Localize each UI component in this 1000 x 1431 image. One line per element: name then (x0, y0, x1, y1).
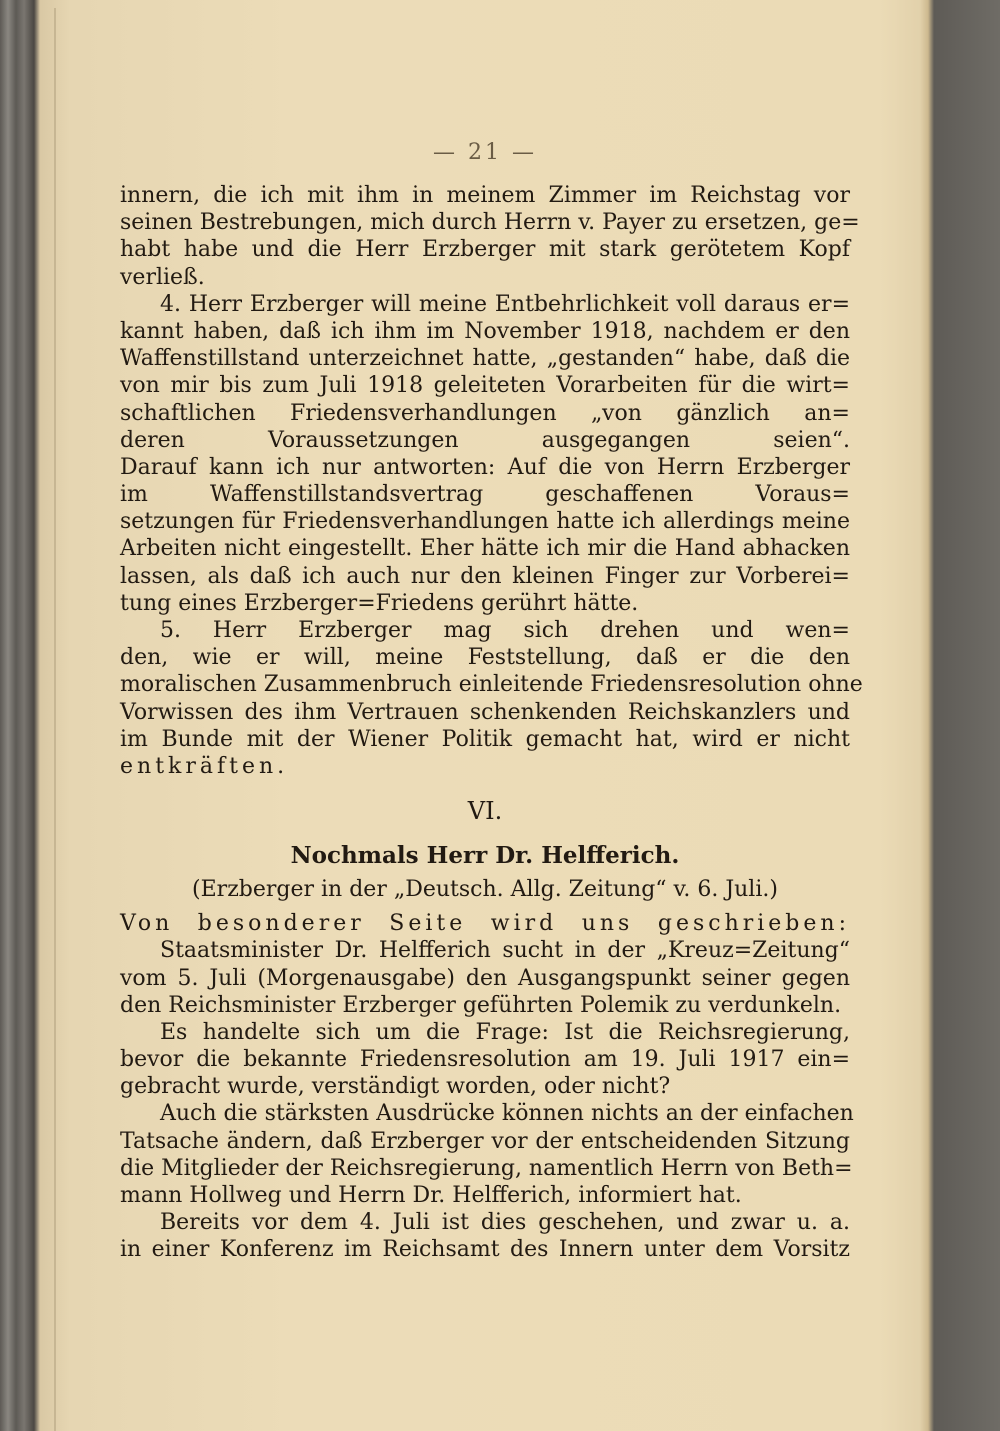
text-line: den Reichsminister Erzberger geführten Polemik zu verdunkeln. (120, 992, 842, 1018)
text-line: Von besonderer Seite wird uns geschrieben: (120, 911, 850, 937)
paragraph-point-4 (120, 291, 850, 617)
text-line: deren Voraussetzungen ausgegangen seien“. (120, 427, 850, 453)
text-line: bevor die bekannte Friedensresolution am 19. Juli 1917 ein= (120, 1047, 850, 1073)
body-text (120, 182, 863, 1264)
text-line: Bereits vor dem 4. Juli ist dies geschehen, und zwar u. a. (160, 1210, 850, 1236)
text-line: Auch die stärksten Ausdrücke können nichts an der einfachen (160, 1101, 854, 1127)
section-number: VI. (467, 797, 503, 826)
text-line: moralischen Zusammenbruch einleitende Friedensresolution ohne (120, 672, 863, 698)
text-line: Es handelte sich um die Frage: Ist die Reichsregierung, (160, 1019, 850, 1045)
text-line: seinen Bestrebungen, mich durch Herrn v. Payer zu ersetzen, ge= (120, 210, 860, 236)
text-line: im Bunde mit der Wiener Politik gemacht hat, wird er nicht (120, 726, 850, 752)
paragraph-point-5 (120, 617, 863, 780)
text-line: Darauf kann ich nur antworten: Auf die von Herrn Erzberger (120, 454, 850, 480)
paragraph-intro (120, 910, 850, 937)
text-line: tung eines Erzberger=Friedens gerührt hätte. (120, 590, 639, 616)
text-line: Vorwissen des ihm Vertrauen schenkenden Reichskanzlers und (120, 699, 850, 725)
text-line: Staatsminister Dr. Helfferich sucht in der „Kreuz=Zeitung“ (160, 938, 850, 964)
paragraph-bereits (120, 1209, 850, 1263)
text-line: 5. Herr Erzberger mag sich drehen und wen= (160, 618, 850, 643)
text-line: habt habe und die Herr Erzberger mit stark gerötetem Kopf (120, 237, 850, 263)
text-line: gebracht wurde, verständigt worden, oder nicht? (120, 1074, 671, 1100)
text-line: Waffenstillstand unterzeichnet hatte, „gestanden“ habe, daß die (120, 346, 850, 372)
text-line: innern, die ich mit ihm in meinem Zimmer im Reichstag vor (120, 183, 850, 208)
text-line: Tatsache ändern, daß Erzberger vor der entscheidenden Sitzung (120, 1128, 850, 1154)
book-page (40, 8, 930, 1431)
text-line: verließ. (120, 264, 205, 290)
text-line: lassen, als daß ich auch nur den kleinen Finger zur Vorberei= (120, 563, 850, 589)
paragraph-question (120, 1019, 850, 1101)
paragraph-helfferich (120, 937, 850, 1019)
paragraph-continued (120, 182, 860, 291)
text-line: mann Hollweg und Herrn Dr. Helfferich, informiert hat. (120, 1183, 742, 1208)
text-line: im Waffenstillstandsvertrag geschaffenen Voraus= (120, 482, 850, 508)
section-title: Nochmals Herr Dr. Helfferich. (290, 842, 680, 870)
paragraph-tatsache (120, 1100, 854, 1209)
text-line: vom 5. Juli (Morgenausgabe) den Ausgangspunkt seiner gegen (120, 965, 850, 991)
text-line: setzungen für Friedensverhandlungen hatte ich allerdings meine (120, 509, 850, 535)
text-line: von mir bis zum Juli 1918 geleiteten Vorarbeiten für die wirt= (120, 373, 850, 399)
text-line: in einer Konferenz im Reichsamt des Innern unter dem Vorsitz (120, 1237, 850, 1263)
text-line: den, wie er will, meine Feststellung, daß er die den (120, 645, 850, 671)
text-line: 4. Herr Erzberger will meine Entbehrlichkeit voll daraus er= (160, 291, 850, 317)
text-line: Arbeiten nicht eingestellt. Eher hätte ich mir die Hand abhacken (120, 536, 850, 562)
page-number: — 21 — (433, 140, 537, 165)
page-edge-shadow (54, 8, 56, 1431)
text-line: entkräften. (120, 753, 289, 779)
text-line: kannt haben, daß ich ihm im November 1918, nachdem er den (120, 318, 850, 344)
text-line: die Mitglieder der Reichsregierung, namentlich Herrn von Beth= (120, 1155, 853, 1181)
text-line: schaftlichen Friedensverhandlungen „von gänzlich an= (120, 400, 850, 426)
section-subtitle: (Erzberger in der „Deutsch. Allg. Zeitung“ v. 6. Juli.) (192, 877, 778, 903)
